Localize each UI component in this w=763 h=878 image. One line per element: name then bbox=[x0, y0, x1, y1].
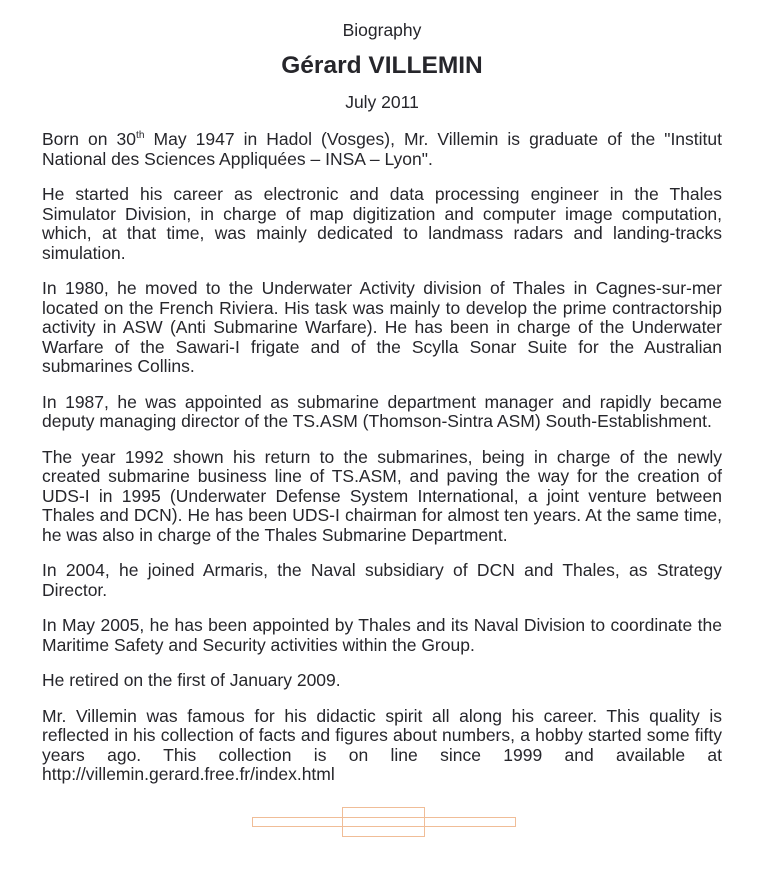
website-url: http://villemin.gerard.free.fr/index.html bbox=[42, 764, 335, 784]
paragraph-1987-manager: In 1987, he was appointed as submarine department manager and rapidly became deputy managing director of the TS.ASM (Thomson-Sintra ASM) South-Establishment. bbox=[42, 391, 722, 431]
paragraph-birth-rest: May 1947 in Hadol (Vosges), Mr. Villemin is graduate of the "Institut National des Sciences Appliquées – INSA – Lyon". bbox=[42, 129, 722, 169]
paragraph-1980-underwater: In 1980, he moved to the Underwater Activity division of Thales in Cagnes-sur-mer located on the French Riviera. His task was mainly to develop the prime contractorship activity in ASW (Anti Submarine Warfare). He has been in charge of the Underwater Warfare of the Sawari-I frigate and of the Scylla Sonar Suite for the Australian submarines Collins. bbox=[42, 278, 722, 376]
paragraph-2004-armaris: In 2004, he joined Armaris, the Naval subsidiary of DCN and Thales, as Strategy Director. bbox=[42, 560, 722, 600]
decorative-divider bbox=[42, 807, 722, 837]
paragraph-1992-submarines: The year 1992 shown his return to the submarines, being in charge of the newly created submarine business line of TS.ASM, and paving the way for the creation of UDS-I in 1995 (Underwater Defense System International, a joint venture between Thales and DCN). He has been UDS-I chairman for almost ten years. At the same time, he was also in charge of the Thales Submarine Department. bbox=[42, 446, 722, 545]
document-kicker: Biography bbox=[342, 20, 422, 40]
paragraph-birth bbox=[42, 130, 722, 169]
page-title: Gérard VILLEMIN bbox=[281, 52, 483, 79]
document-date: July 2011 bbox=[345, 92, 419, 112]
paragraph-legacy bbox=[42, 707, 722, 785]
paragraph-legacy-text: Mr. Villemin was famous for his didactic spirit all along his career. This quality is reflected in his collection of facts and figures about numbers, a hobby started some fifty years ago. This collection is on line since 1999 and available at bbox=[42, 705, 722, 765]
document-header bbox=[42, 21, 722, 113]
ordinal-superscript: th bbox=[136, 130, 145, 142]
document-body bbox=[42, 130, 722, 785]
paragraph-retirement: He retired on the first of January 2009. bbox=[42, 670, 341, 690]
divider-center-box bbox=[342, 807, 425, 837]
paragraph-birth-prefix: Born on 30 bbox=[42, 129, 136, 149]
paragraph-2005-maritime: In May 2005, he has been appointed by Thales and its Naval Division to coordinate the Maritime Safety and Security activities within the Group. bbox=[42, 615, 722, 655]
paragraph-career-start: He started his career as electronic and data processing engineer in the Thales Simulator Division, in charge of map digitization and computer image computation, which, at that time, was mainly dedicated to landmass radars and landing-tracks simulation. bbox=[42, 184, 722, 263]
